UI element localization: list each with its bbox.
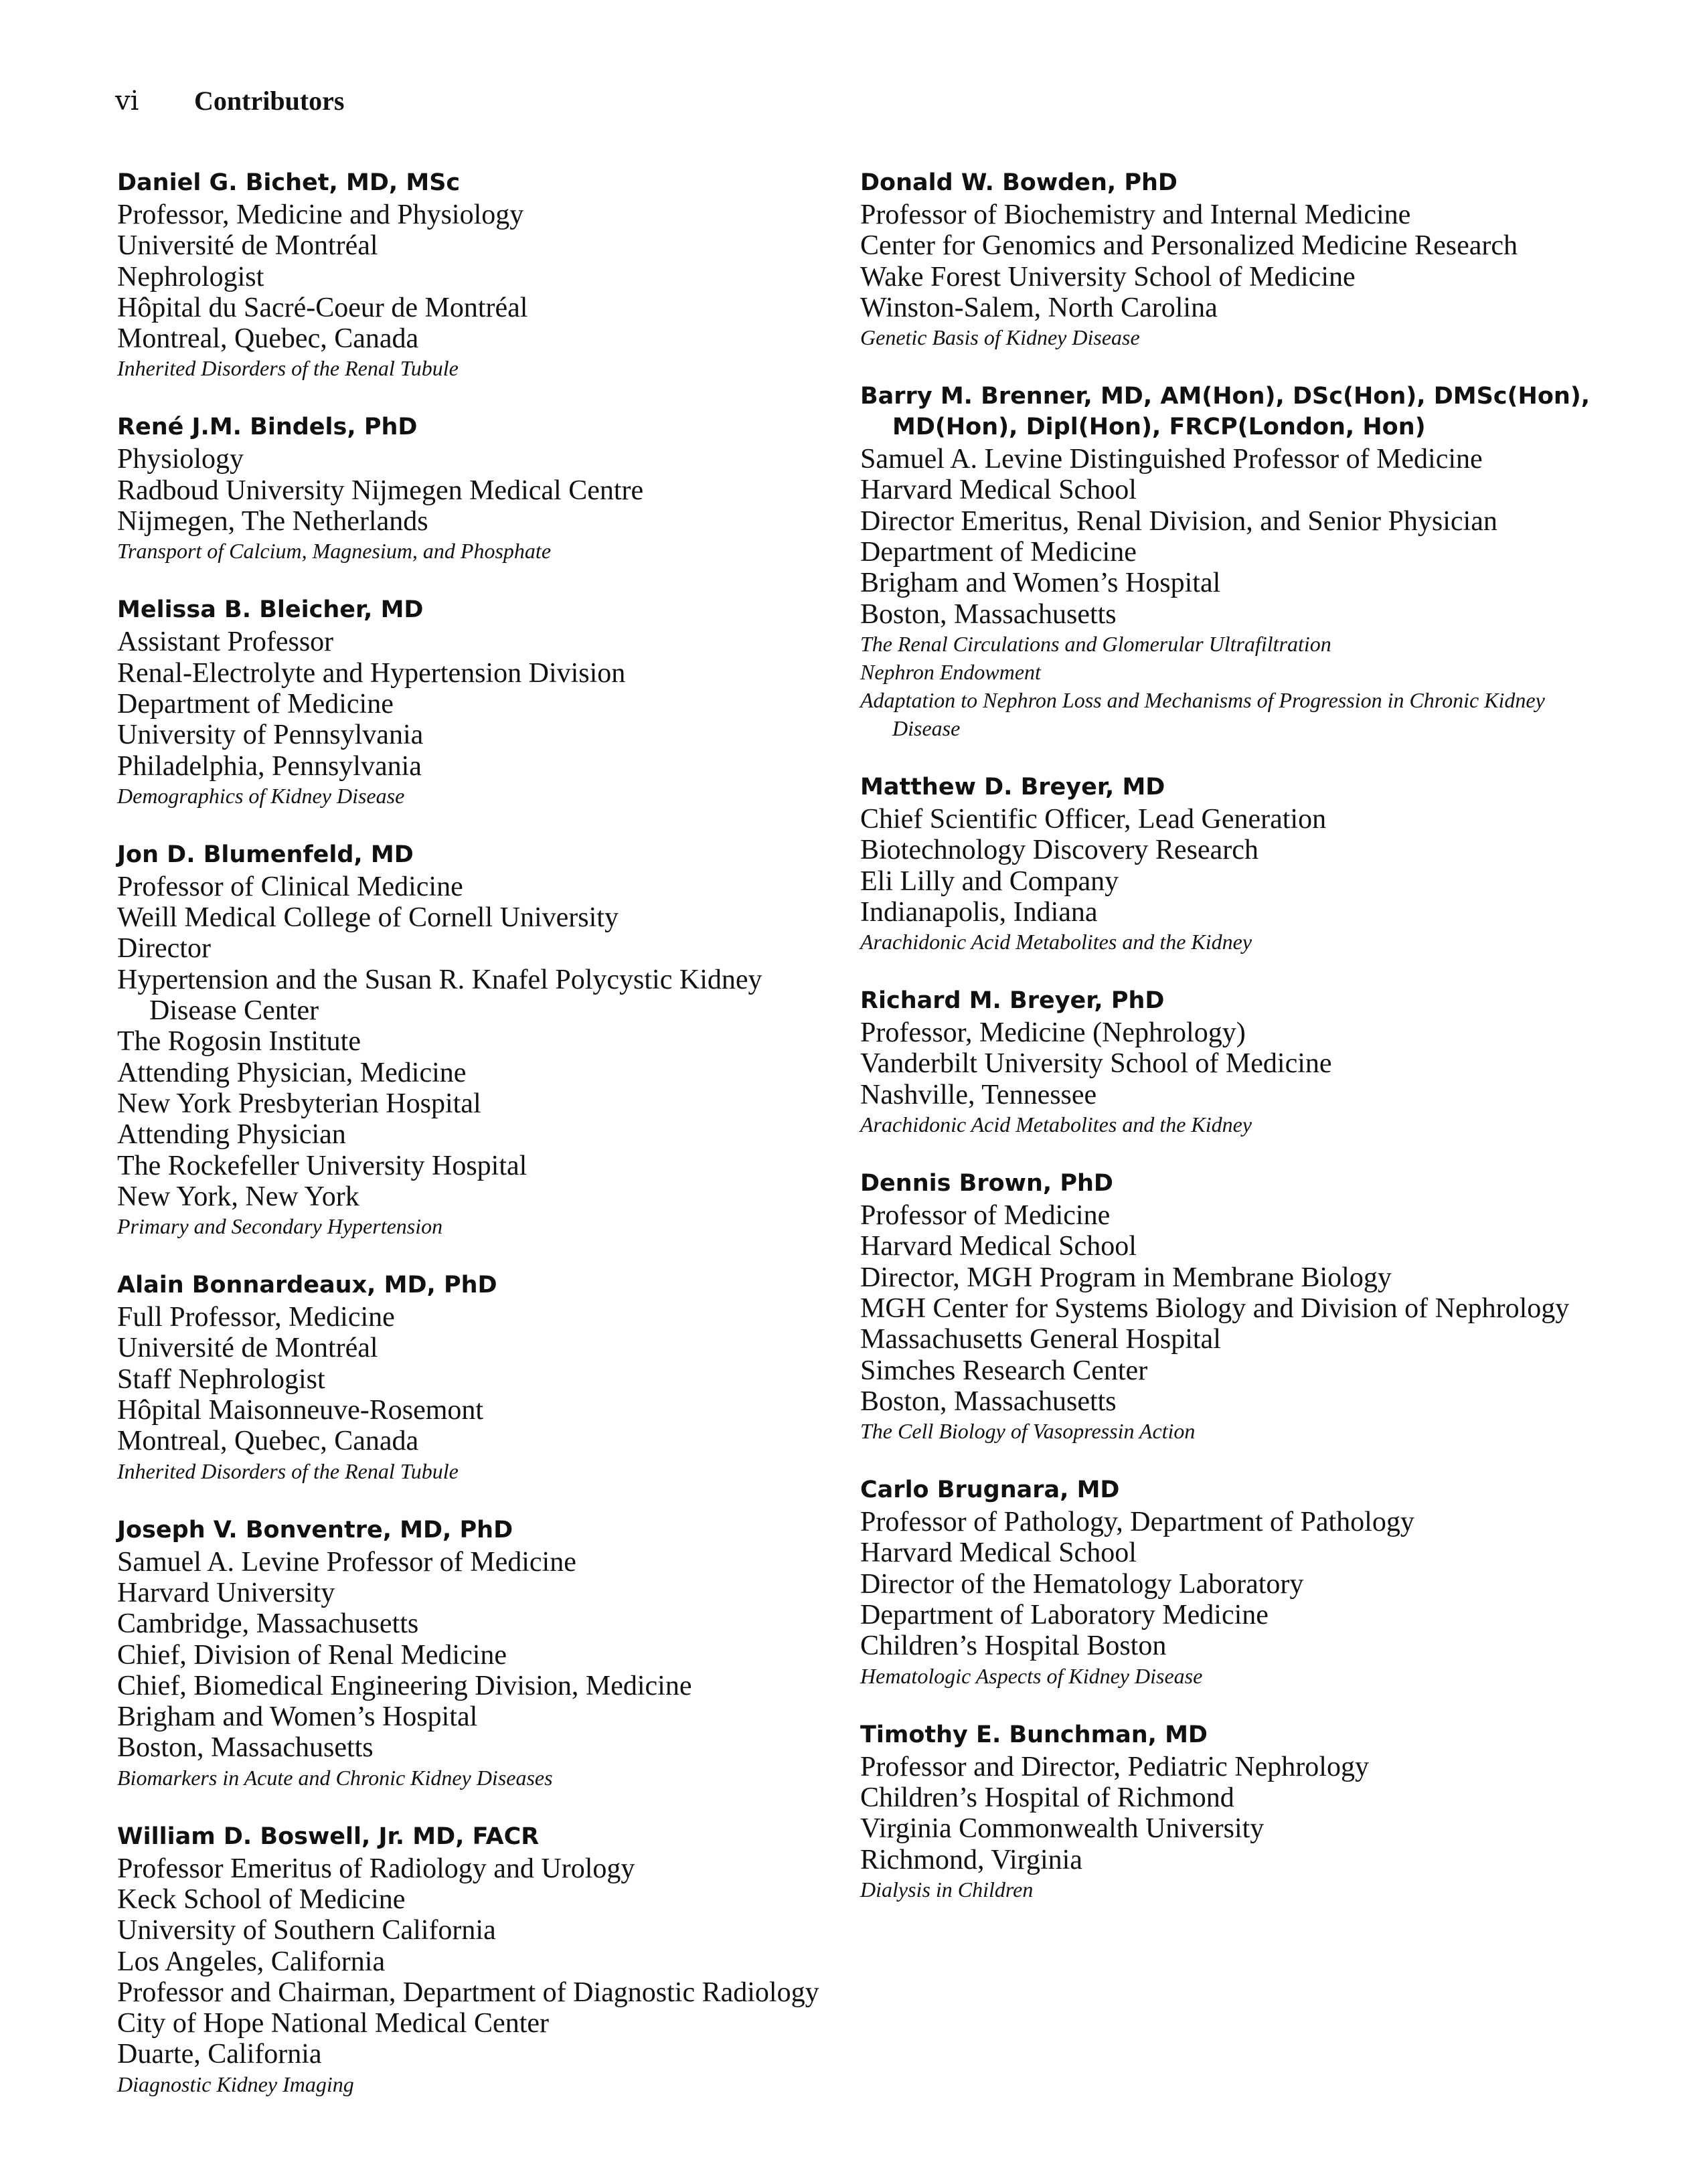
affiliation-line: Vanderbilt University School of Medicine: [860, 1048, 1332, 1080]
affiliation-line: Staff Nephrologist: [117, 1363, 325, 1395]
affiliation-line: Samuel A. Levine Distinguished Professor of Medicine: [860, 444, 1483, 475]
affiliation-line: Professor and Director, Pediatric Nephrology: [860, 1751, 1369, 1782]
affiliation-line: City of Hope National Medical Center: [117, 2008, 549, 2039]
chapter-title: Genetic Basis of Kidney Disease: [860, 325, 1140, 350]
affiliation-line: Philadelphia, Pennsylvania: [117, 750, 422, 782]
contributor-name: Joseph V. Bonventre, MD, PhD: [117, 1516, 513, 1543]
affiliation-line: Université de Montréal: [117, 1333, 378, 1364]
affiliation-line: The Rockefeller University Hospital: [117, 1150, 527, 1181]
affiliation-line: Hôpital du Sacré-Coeur de Montréal: [117, 292, 528, 323]
affiliation-line: Professor of Biochemistry and Internal Medicine: [860, 199, 1411, 230]
affiliation-line: University of Southern California: [117, 1915, 496, 1946]
affiliation-line: Director, MGH Program in Membrane Biology: [860, 1262, 1392, 1293]
affiliation-line: Winston-Salem, North Carolina: [860, 292, 1218, 323]
affiliation-line: Virginia Commonwealth University: [860, 1813, 1265, 1845]
chapter-title: Dialysis in Children: [860, 1877, 1034, 1902]
chapter-title: Biomarkers in Acute and Chronic Kidney Diseases: [117, 1765, 553, 1790]
contributor-entry: [860, 381, 1610, 742]
affiliation-line: Indianapolis, Indiana: [860, 896, 1098, 928]
contributor-entry: [860, 1475, 1610, 1689]
contributor-entry: [860, 772, 1610, 956]
affiliation-line: Physiology: [117, 444, 244, 475]
contributor-entry: [117, 167, 820, 382]
affiliation-line: Harvard Medical School: [860, 1231, 1137, 1262]
affiliation-line: Montreal, Quebec, Canada: [117, 323, 419, 355]
chapter-title: Inherited Disorders of the Renal Tubule: [117, 1458, 459, 1483]
affiliation-line: MGH Center for Systems Biology and Division of Nephrology: [860, 1292, 1570, 1324]
contributor-entry: [860, 1719, 1610, 1904]
contributor-entry: [860, 985, 1610, 1139]
affiliation-line: Department of Medicine: [860, 537, 1137, 568]
affiliation-line: Harvard Medical School: [860, 1537, 1137, 1569]
chapter-title: The Cell Biology of Vasopressin Action: [860, 1419, 1196, 1444]
chapter-title: Hematologic Aspects of Kidney Disease: [860, 1663, 1203, 1688]
affiliation-line: Radboud University Nijmegen Medical Centre: [117, 475, 644, 506]
affiliation-line: Samuel A. Levine Professor of Medicine: [117, 1546, 576, 1578]
affiliation-line: Full Professor, Medicine: [117, 1302, 395, 1333]
affiliation-line: Harvard Medical School: [860, 475, 1137, 506]
affiliation-line: Attending Physician: [117, 1119, 346, 1151]
affiliation-line: Université de Montréal: [117, 230, 378, 262]
affiliation-line: Chief Scientific Officer, Lead Generation: [860, 803, 1327, 835]
contributor-name: William D. Boswell, Jr. MD, FACR: [117, 1823, 540, 1850]
chapter-title: Primary and Secondary Hypertension: [117, 1214, 443, 1239]
affiliation-line: Chief, Division of Renal Medicine: [117, 1639, 507, 1671]
affiliation-line: Hypertension and the Susan R. Knafel Polycystic Kidney Disease Center: [117, 964, 762, 1027]
affiliation-line: Children’s Hospital Boston: [860, 1630, 1167, 1662]
affiliation-line: Director of the Hematology Laboratory: [860, 1568, 1304, 1600]
contributor-name: Jon D. Blumenfeld, MD: [117, 841, 414, 868]
affiliation-line: Richmond, Virginia: [860, 1844, 1082, 1875]
affiliation-line: Keck School of Medicine: [117, 1883, 406, 1915]
affiliation-line: Chief, Biomedical Engineering Division, Medicine: [117, 1670, 692, 1701]
section-title: Contributors: [194, 86, 345, 116]
affiliation-line: University of Pennsylvania: [117, 720, 424, 751]
contributor-entry: [860, 167, 1610, 351]
affiliation-line: Professor of Clinical Medicine: [117, 871, 463, 902]
contributors-column-left: [117, 167, 820, 2128]
affiliation-line: Center for Genomics and Personalized Medicine Research: [860, 230, 1518, 262]
contributor-entry: [117, 1515, 820, 1792]
chapter-title: Inherited Disorders of the Renal Tubule: [117, 356, 459, 381]
chapter-title: Diagnostic Kidney Imaging: [117, 2072, 354, 2096]
affiliation-line: Attending Physician, Medicine: [117, 1057, 467, 1088]
contributor-entry: [117, 594, 820, 809]
affiliation-line: Simches Research Center: [860, 1355, 1148, 1386]
affiliation-line: Renal-Electrolyte and Hypertension Division: [117, 657, 626, 689]
affiliation-line: The Rogosin Institute: [117, 1026, 361, 1058]
affiliation-line: Duarte, California: [117, 2039, 322, 2070]
contributor-name: Timothy E. Bunchman, MD: [860, 1721, 1208, 1748]
affiliation-line: Nijmegen, The Netherlands: [117, 506, 428, 537]
affiliation-line: Professor, Medicine and Physiology: [117, 199, 524, 230]
affiliation-line: Montreal, Quebec, Canada: [117, 1426, 419, 1457]
affiliation-line: Director: [117, 933, 211, 964]
affiliation-line: Eli Lilly and Company: [860, 865, 1119, 897]
affiliation-line: Brigham and Women’s Hospital: [860, 568, 1221, 599]
chapter-title: The Renal Circulations and Glomerular Ultrafiltration: [860, 631, 1331, 656]
affiliation-line: Harvard University: [117, 1577, 335, 1608]
affiliation-line: Boston, Massachusetts: [860, 598, 1117, 630]
affiliation-line: Brigham and Women’s Hospital: [117, 1701, 478, 1733]
affiliation-line: Professor Emeritus of Radiology and Urology: [117, 1853, 635, 1884]
affiliation-line: Nephrologist: [117, 261, 264, 292]
chapter-title: Arachidonic Acid Metabolites and the Kidney: [860, 1112, 1252, 1137]
affiliation-line: Department of Laboratory Medicine: [860, 1600, 1269, 1631]
affiliation-line: Boston, Massachusetts: [860, 1385, 1117, 1417]
contributor-name: Alain Bonnardeaux, MD, PhD: [117, 1272, 497, 1299]
affiliation-line: Nashville, Tennessee: [860, 1079, 1097, 1110]
running-head: [115, 83, 344, 119]
contributor-name: Matthew D. Breyer, MD: [860, 773, 1165, 801]
chapter-title: Transport of Calcium, Magnesium, and Phosphate: [117, 539, 552, 564]
affiliation-line: New York, New York: [117, 1181, 359, 1212]
chapter-title: Arachidonic Acid Metabolites and the Kidney: [860, 930, 1252, 954]
affiliation-line: Children’s Hospital of Richmond: [860, 1782, 1234, 1813]
chapter-title: Demographics of Kidney Disease: [117, 783, 405, 808]
contributor-entry: [117, 1821, 820, 2098]
contributor-name: Melissa B. Bleicher, MD: [117, 596, 424, 624]
affiliation-line: Los Angeles, California: [117, 1946, 386, 1977]
affiliation-line: New York Presbyterian Hospital: [117, 1088, 481, 1119]
affiliation-line: Wake Forest University School of Medicine: [860, 261, 1356, 292]
contributor-name: Barry M. Brenner, MD, AM(Hon), DSc(Hon), DMSc(Hon), MD(Hon), Dipl(Hon), FRCP(London, Hon): [860, 383, 1591, 441]
affiliation-line: Professor of Medicine: [860, 1200, 1111, 1232]
page-number: vi: [115, 86, 139, 116]
affiliation-line: Director Emeritus, Renal Division, and Senior Physician: [860, 505, 1497, 537]
affiliation-line: Cambridge, Massachusetts: [117, 1608, 419, 1640]
contributor-name: Daniel G. Bichet, MD, MSc: [117, 169, 461, 196]
affiliation-line: Professor of Pathology, Department of Pathology: [860, 1507, 1414, 1538]
affiliation-line: Massachusetts General Hospital: [860, 1324, 1221, 1355]
affiliation-line: Assistant Professor: [117, 626, 334, 658]
chapter-title: Nephron Endowment: [860, 659, 1041, 684]
contributor-name: Dennis Brown, PhD: [860, 1170, 1113, 1197]
affiliation-line: Hôpital Maisonneuve-Rosemont: [117, 1395, 484, 1426]
affiliation-line: Weill Medical College of Cornell University: [117, 902, 619, 934]
contributor-entry: [117, 839, 820, 1240]
affiliation-line: Department of Medicine: [117, 688, 394, 720]
contributor-entry: [117, 412, 820, 565]
contributors-column-right: [860, 167, 1610, 1933]
affiliation-line: Professor, Medicine (Nephrology): [860, 1017, 1246, 1049]
contributor-entry: [860, 1168, 1610, 1445]
affiliation-line: Professor and Chairman, Department of Diagnostic Radiology: [117, 1977, 819, 2008]
contributor-name: René J.M. Bindels, PhD: [117, 414, 418, 441]
affiliation-line: Biotechnology Discovery Research: [860, 835, 1258, 866]
contributor-name: Richard M. Breyer, PhD: [860, 987, 1165, 1015]
contributor-entry: [117, 1270, 820, 1485]
contributor-name: Carlo Brugnara, MD: [860, 1477, 1120, 1504]
affiliation-line: Boston, Massachusetts: [117, 1732, 374, 1764]
contributor-name: Donald W. Bowden, PhD: [860, 169, 1177, 196]
chapter-title: Adaptation to Nephron Loss and Mechanisms of Progression in Chronic Kidney Disease: [860, 687, 1545, 740]
